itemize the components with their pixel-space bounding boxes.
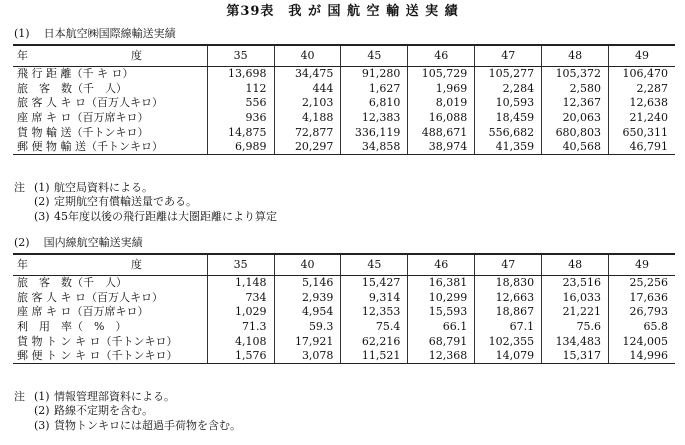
cell-value: 6,810 <box>341 96 408 111</box>
cell-value: 4,108 <box>235 334 267 348</box>
note-index: (3) <box>34 209 50 223</box>
year-header-46: 46 <box>408 254 475 275</box>
cell-value: 17,636 <box>609 290 675 305</box>
row-label: 旅 客 数（千 人） <box>13 275 207 290</box>
note-item <box>14 390 241 404</box>
note-prefix: 注 <box>14 181 25 194</box>
table2-year-header: 年 度 <box>13 254 207 275</box>
note-index: (1) <box>34 390 50 403</box>
cell-value: 15,317 <box>542 348 609 363</box>
cell-value: 15,427 <box>341 275 408 290</box>
section2-notes <box>14 390 241 433</box>
note-item <box>14 404 241 418</box>
cell-value: 75.6 <box>542 319 609 334</box>
cell-value: 23,516 <box>542 275 609 290</box>
table1-year-header: 年 度 <box>13 45 207 66</box>
cell-value: 91,280 <box>341 66 408 81</box>
cell-value: 2,287 <box>609 81 675 96</box>
cell-value: 1,029 <box>235 305 267 319</box>
row-label: 飛 行 距 離（千 キ ロ） <box>13 66 207 81</box>
table-row <box>13 110 675 125</box>
table-row <box>13 319 675 334</box>
cell-value: 46,791 <box>609 139 675 154</box>
year-header-48: 48 <box>542 254 609 275</box>
note-index: (2) <box>34 404 50 418</box>
cell-value: 12,353 <box>341 305 408 320</box>
table1-body <box>13 66 675 155</box>
cell-value: 40,568 <box>542 139 609 154</box>
cell-value: 72,877 <box>274 125 341 140</box>
cell-value: 2,103 <box>274 96 341 111</box>
note-text: 45年度以後の飛行距離は大圏距離により算定 <box>54 209 277 223</box>
cell-value: 102,355 <box>475 334 542 349</box>
note-text: 航空局資料による。 <box>54 181 153 194</box>
cell-value: 936 <box>245 110 267 124</box>
section1-number: (1) <box>14 27 30 40</box>
section1-notes <box>14 181 277 224</box>
table-row <box>13 66 675 81</box>
cell-value: 13,698 <box>228 67 267 81</box>
cell-value: 8,019 <box>408 96 475 111</box>
cell-value: 9,314 <box>341 290 408 305</box>
cell-value: 1,576 <box>207 348 274 363</box>
cell-value: 34,858 <box>341 139 408 154</box>
cell-value: 41,359 <box>475 139 542 154</box>
cell-value: 75.4 <box>341 319 408 334</box>
cell-value: 734 <box>245 290 267 304</box>
table2-body <box>13 275 675 364</box>
table-row <box>13 334 675 349</box>
year-header-45: 45 <box>341 45 408 66</box>
section1-title: 日本航空㈱国際線輸送実績 <box>43 27 176 40</box>
cell-value: 14,079 <box>475 348 542 363</box>
year-header-48: 48 <box>542 45 609 66</box>
cell-value: 15,593 <box>408 305 475 320</box>
table-row <box>13 139 675 154</box>
year-header-47: 47 <box>475 254 542 275</box>
cell-value: 488,671 <box>408 125 475 140</box>
cell-value: 67.1 <box>475 319 542 334</box>
cell-value: 1,148 <box>235 276 267 290</box>
note-prefix: 注 <box>14 390 25 403</box>
cell-value: 17,921 <box>274 334 341 349</box>
cell-value: 59.3 <box>274 319 341 334</box>
cell-value: 34,475 <box>274 66 341 81</box>
note-index: (3) <box>34 418 50 432</box>
cell-value: 4,954 <box>274 305 341 320</box>
cell-value: 336,119 <box>341 125 408 140</box>
row-label: 座 席 キ ロ（百万席キロ） <box>13 110 207 125</box>
section2-label <box>14 236 143 249</box>
row-label: 旅 客 人 キ ロ（百万人キロ） <box>13 290 207 305</box>
row-label: 郵 便 ト ン キ ロ（千トンキロ） <box>13 348 207 363</box>
cell-value: 14,875 <box>228 125 267 139</box>
note-text: 定期航空有償輸送量である。 <box>54 195 197 209</box>
cell-value: 12,663 <box>475 290 542 305</box>
domestic-transport-table <box>13 253 675 364</box>
cell-value: 10,593 <box>475 96 542 111</box>
note-text: 貨物トンキロには超過手荷物を含む。 <box>54 418 241 432</box>
table-row <box>13 305 675 320</box>
cell-value: 68,791 <box>408 334 475 349</box>
cell-value: 18,830 <box>475 275 542 290</box>
cell-value: 20,297 <box>274 139 341 154</box>
table-row <box>13 348 675 363</box>
row-label: 貨 物 ト ン キ ロ（千トンキロ） <box>13 334 207 349</box>
cell-value: 105,277 <box>475 66 542 81</box>
cell-value: 2,284 <box>475 81 542 96</box>
note-index: (1) <box>34 181 50 194</box>
cell-value: 106,470 <box>609 66 675 81</box>
cell-value: 10,299 <box>408 290 475 305</box>
row-label: 座 席 キ ロ（百万席キロ） <box>13 305 207 320</box>
year-header-35: 35 <box>207 45 274 66</box>
cell-value: 12,638 <box>609 96 675 111</box>
cell-value: 12,367 <box>542 96 609 111</box>
cell-value: 38,974 <box>408 139 475 154</box>
year-header-47: 47 <box>475 45 542 66</box>
cell-value: 2,939 <box>274 290 341 305</box>
note-item <box>14 419 241 433</box>
cell-value: 21,221 <box>542 305 609 320</box>
international-transport-table <box>13 44 675 155</box>
cell-value: 444 <box>274 81 341 96</box>
cell-value: 18,459 <box>475 110 542 125</box>
cell-value: 2,580 <box>542 81 609 96</box>
table2-header <box>13 254 675 275</box>
cell-value: 556 <box>245 96 267 110</box>
cell-value: 105,372 <box>542 66 609 81</box>
year-header-46: 46 <box>408 45 475 66</box>
year-header-49: 49 <box>609 45 675 66</box>
cell-value: 25,256 <box>609 275 675 290</box>
table-title: 第39表 我 が 国 航 空 輸 送 実 績 <box>226 4 459 19</box>
cell-value: 16,381 <box>408 275 475 290</box>
table-row <box>13 81 675 96</box>
cell-value: 1,627 <box>341 81 408 96</box>
year-header-40: 40 <box>274 254 341 275</box>
row-label: 郵 便 物 輸 送（千トンキロ） <box>13 139 207 154</box>
row-label: 旅 客 人 キ ロ（百万人キロ） <box>13 96 207 111</box>
table1-header <box>13 45 675 66</box>
cell-value: 12,383 <box>341 110 408 125</box>
table-row <box>13 125 675 140</box>
table-row <box>13 290 675 305</box>
cell-value: 14,996 <box>609 348 675 363</box>
row-label: 旅 客 数（千 人） <box>13 81 207 96</box>
year-header-40: 40 <box>274 45 341 66</box>
cell-value: 12,368 <box>408 348 475 363</box>
cell-value: 62,216 <box>341 334 408 349</box>
year-header-49: 49 <box>609 254 675 275</box>
cell-value: 26,793 <box>609 305 675 320</box>
cell-value: 1,969 <box>408 81 475 96</box>
year-header-45: 45 <box>341 254 408 275</box>
cell-value: 20,063 <box>542 110 609 125</box>
cell-value: 680,803 <box>542 125 609 140</box>
row-label: 利 用 率（ % ） <box>13 319 207 334</box>
cell-value: 18,867 <box>475 305 542 320</box>
table-row <box>13 96 675 111</box>
cell-value: 66.1 <box>408 319 475 334</box>
cell-value: 4,188 <box>274 110 341 125</box>
row-label: 貨 物 輸 送（千トンキロ） <box>13 125 207 140</box>
cell-value: 21,240 <box>609 110 675 125</box>
section2-title: 国内線航空輸送実績 <box>43 236 143 249</box>
cell-value: 105,729 <box>408 66 475 81</box>
cell-value: 71.3 <box>242 319 267 333</box>
cell-value: 11,521 <box>341 348 408 363</box>
table-row <box>13 275 675 290</box>
note-index: (2) <box>34 195 50 209</box>
cell-value: 3,078 <box>274 348 341 363</box>
cell-value: 65.8 <box>609 319 675 334</box>
cell-value: 112 <box>245 81 267 95</box>
note-text: 情報管理部資料による。 <box>54 390 175 403</box>
section1-label <box>14 27 176 40</box>
cell-value: 556,682 <box>475 125 542 140</box>
note-item <box>14 195 277 209</box>
cell-value: 6,989 <box>207 139 274 154</box>
cell-value: 134,483 <box>542 334 609 349</box>
note-item <box>14 210 277 224</box>
note-item <box>14 181 277 195</box>
cell-value: 124,005 <box>609 334 675 349</box>
section2-number: (2) <box>14 236 30 249</box>
cell-value: 16,033 <box>542 290 609 305</box>
cell-value: 650,311 <box>609 125 675 140</box>
cell-value: 16,088 <box>408 110 475 125</box>
note-text: 路線不定期を含む。 <box>54 404 153 418</box>
year-header-35: 35 <box>207 254 274 275</box>
cell-value: 5,146 <box>274 275 341 290</box>
